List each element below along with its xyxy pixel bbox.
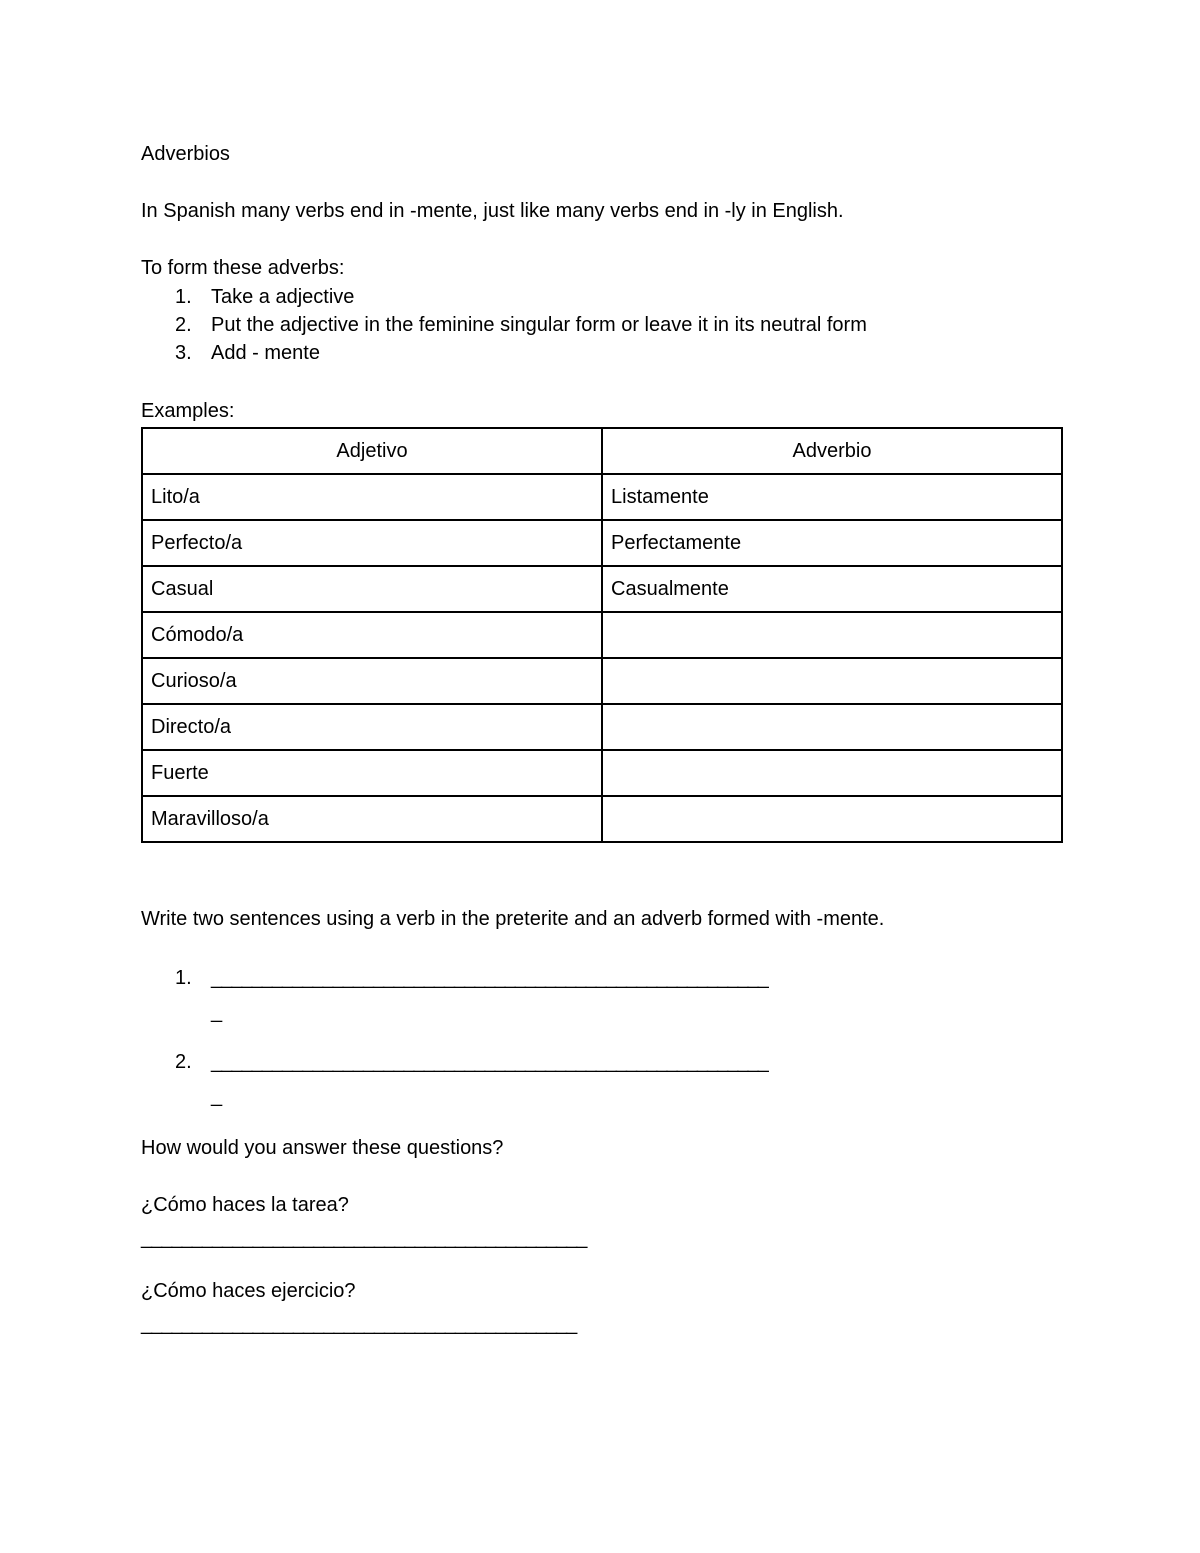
sentence-number: 1. [175, 967, 192, 989]
adverb-cell [602, 612, 1062, 658]
adverb-cell [602, 704, 1062, 750]
sentence-blank-line[interactable]: _______________________________________________________ [211, 967, 768, 989]
adjective-cell: Casual [142, 566, 602, 612]
adverb-cell [602, 658, 1062, 704]
adjective-cell: Directo/a [142, 704, 602, 750]
sentence-blank-continuation[interactable]: _ [211, 1001, 223, 1023]
adverb-cell [602, 796, 1062, 842]
header-adverbio: Adverbio [602, 428, 1062, 474]
examples-table [141, 427, 1063, 843]
adjective-cell: Fuerte [142, 750, 602, 796]
page-title: Adverbios [141, 143, 230, 165]
table-row [142, 612, 1062, 658]
step-number: 2. [175, 314, 192, 336]
questions-prompt: How would you answer these questions? [141, 1137, 504, 1159]
sentence-blank-continuation[interactable]: _ [211, 1085, 223, 1107]
table-row [142, 796, 1062, 842]
step-text: Put the adjective in the feminine singular form or leave it in its neutral form [211, 314, 867, 336]
adverb-cell: Perfectamente [602, 520, 1062, 566]
intro-text: In Spanish many verbs end in -mente, just like many verbs end in -ly in English. [141, 200, 844, 222]
step-number: 1. [175, 286, 192, 308]
question-text: ¿Cómo haces ejercicio? [141, 1280, 356, 1302]
sentence-number: 2. [175, 1051, 192, 1073]
answer-blank-line[interactable]: ___________________________________________ [141, 1313, 577, 1335]
adjective-cell: Maravilloso/a [142, 796, 602, 842]
step-text: Take a adjective [211, 286, 355, 308]
table-row [142, 658, 1062, 704]
answer-blank-line[interactable]: ____________________________________________ [141, 1227, 587, 1249]
question-text: ¿Cómo haces la tarea? [141, 1194, 349, 1216]
table-header-row [142, 428, 1062, 474]
adjective-cell: Curioso/a [142, 658, 602, 704]
table-row [142, 704, 1062, 750]
sentence-blank-line[interactable]: _______________________________________________________ [211, 1051, 768, 1073]
adverb-cell: Listamente [602, 474, 1062, 520]
adverb-cell: Casualmente [602, 566, 1062, 612]
table-row [142, 520, 1062, 566]
table-row [142, 474, 1062, 520]
adjective-cell: Perfecto/a [142, 520, 602, 566]
form-heading: To form these adverbs: [141, 257, 345, 279]
adjective-cell: Lito/a [142, 474, 602, 520]
examples-label: Examples: [141, 400, 235, 422]
table-row [142, 566, 1062, 612]
adjective-cell: Cómodo/a [142, 612, 602, 658]
sentences-prompt: Write two sentences using a verb in the preterite and an adverb formed with -mente. [141, 908, 885, 930]
header-adjetivo: Adjetivo [142, 428, 602, 474]
table-row [142, 750, 1062, 796]
adverb-cell [602, 750, 1062, 796]
step-text: Add - mente [211, 342, 320, 364]
step-number: 3. [175, 342, 192, 364]
